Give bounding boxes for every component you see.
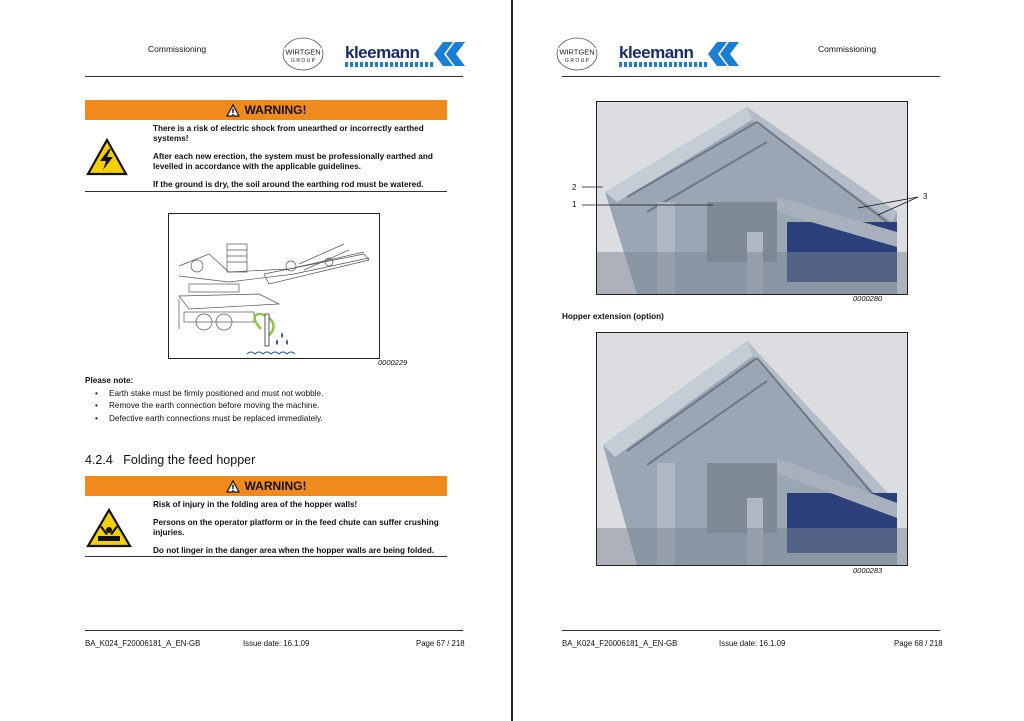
- callout-label: 3: [923, 192, 928, 201]
- section-heading: [85, 453, 255, 467]
- callout-label: 2: [572, 183, 577, 192]
- warning-line: There is a risk of electric shock from unearthed or incorrectly earthed systems!: [153, 124, 424, 143]
- note-block: [85, 375, 445, 425]
- page-divider: [511, 0, 513, 721]
- photo-id: 0000280: [853, 294, 883, 303]
- footer-doc-id: BA_K024_F20006181_A_EN-GB: [85, 639, 201, 648]
- warning-line: Do not linger in the danger area when the hopper walls are being folded.: [153, 546, 435, 555]
- footer-doc-id: BA_K024_F20006181_A_EN-GB: [562, 639, 678, 648]
- warning-banner: [85, 476, 447, 496]
- kleemann-logo: [619, 40, 744, 70]
- figure-id: 0000229: [378, 358, 408, 367]
- warning-line: Risk of injury in the folding area of the hopper walls!: [153, 500, 358, 509]
- warning-line: Persons on the operator platform or in the feed chute can suffer crushing injuries.: [153, 518, 439, 537]
- warning-label: WARNING!: [244, 103, 307, 117]
- warning-text: [153, 124, 448, 190]
- header-title: Commissioning: [148, 44, 207, 54]
- footer-page-number: Page 68 / 218: [894, 639, 943, 648]
- callout-leader-lines: [578, 180, 923, 220]
- warning-banner: [85, 100, 447, 120]
- note-title: Please note:: [85, 376, 134, 385]
- earthing-drawing: [169, 214, 379, 358]
- kleemann-logo: [345, 40, 470, 70]
- callout-label: 1: [572, 200, 577, 209]
- svg-text:kleemann: kleemann: [619, 43, 694, 62]
- hopper-extension-photo: [596, 332, 908, 566]
- section-number: 4.2.4: [85, 453, 113, 467]
- warning-triangle-icon: [226, 104, 240, 117]
- warning-triangle-icon: [226, 480, 240, 493]
- hopper-extension-drawing: [597, 333, 907, 565]
- footer-rule: [562, 630, 940, 631]
- warning-bottom-rule: [85, 191, 447, 192]
- svg-text:kleemann: kleemann: [345, 43, 420, 62]
- photo-id: 0000283: [853, 566, 883, 575]
- footer-page-number: Page 67 / 218: [416, 639, 465, 648]
- note-item: • Earth stake must be firmly positioned and must not wobble.: [85, 388, 445, 401]
- section-title: Folding the feed hopper: [123, 453, 256, 467]
- footer-issue-date: Issue date: 16.1.09: [719, 639, 786, 648]
- wirtgen-logo: [556, 37, 598, 71]
- wirtgen-logo: [282, 37, 324, 71]
- photo-caption: Hopper extension (option): [562, 312, 664, 321]
- warning-bottom-rule: [85, 556, 447, 557]
- svg-text:WIRTGEN: WIRTGEN: [559, 47, 595, 57]
- svg-text:G R O U P: G R O U P: [291, 58, 315, 64]
- earthing-figure: [168, 213, 380, 359]
- header-rule: [85, 76, 463, 77]
- warning-text: [153, 500, 451, 556]
- note-item: • Defective earth connections must be replaced immediately.: [85, 413, 445, 426]
- header-rule: [562, 76, 940, 77]
- warning-line: After each new erection, the system must be professionally earthed and levelled in accordance with the applicable guidelines.: [153, 152, 433, 171]
- right-page: [514, 0, 1024, 721]
- crushing-hazard-icon: [86, 508, 132, 548]
- footer-rule: [85, 630, 463, 631]
- header-title: Commissioning: [818, 44, 877, 54]
- note-item: • Remove the earth connection before moving the machine.: [85, 400, 445, 413]
- warning-line: If the ground is dry, the soil around the earthing rod must be watered.: [153, 180, 424, 189]
- svg-text:WIRTGEN: WIRTGEN: [285, 47, 321, 57]
- warning-label: WARNING!: [244, 479, 307, 493]
- footer-issue-date: Issue date: 16.1.09: [243, 639, 310, 648]
- electric-shock-icon: [86, 138, 128, 176]
- svg-text:G R O U P: G R O U P: [565, 58, 589, 64]
